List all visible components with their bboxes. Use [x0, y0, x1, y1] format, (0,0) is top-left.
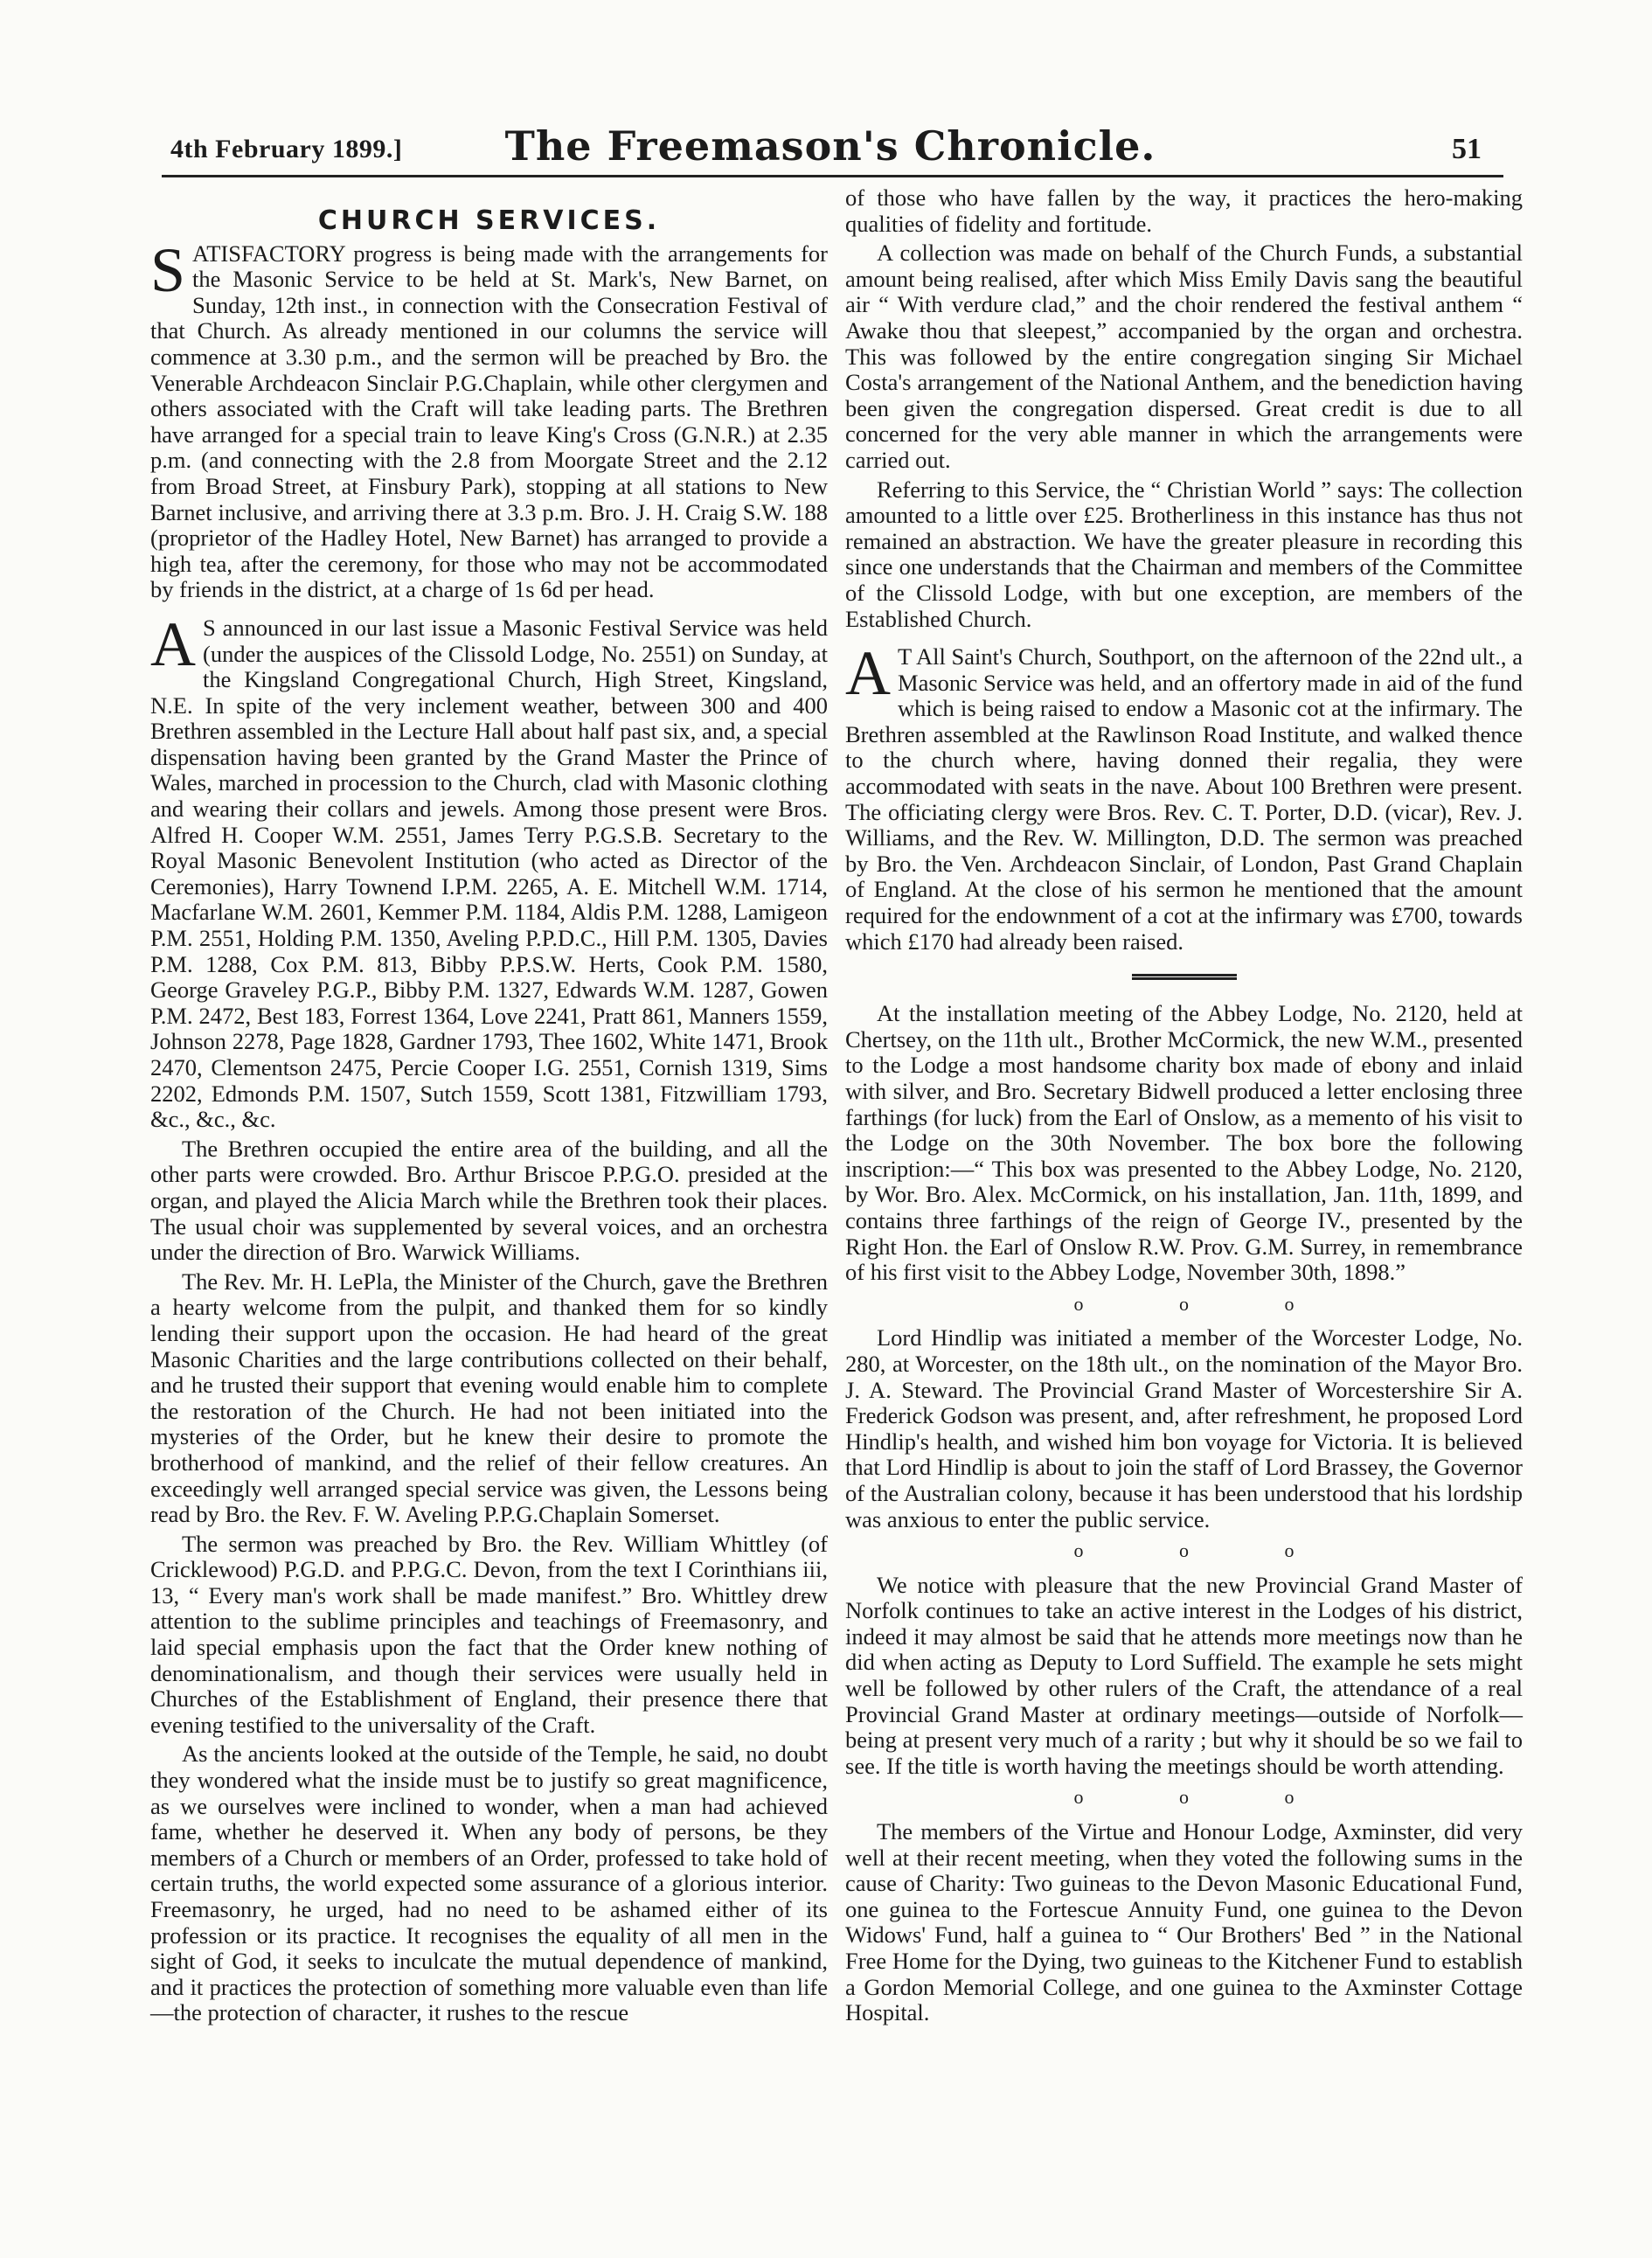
paragraph-virtue-honour: The members of the Virtue and Honour Lodge, Axminster, did very well at their recent meeting, when they voted the following sums in the cause of Charity: Two guineas to the Devon Masonic Educational Fund, one guinea to the Fortescue Annuity Fund, one guinea to the Devon Widows' Fund, half a guinea to “ Our Brothers' Bed ” in the National Free Home for the Dying, two guineas to the Kitchener Fund to establish a Gordon Memorial College, and one guinea to the Axminster Cottage Hospital. [845, 1818, 1523, 2026]
left-column [150, 185, 828, 2030]
paragraph-text: S announced in our last issue a Masonic Festival Service was held (under the auspices of the Clissold Lodge, No. 2551) on Sunday, at the Kingsland Congregational Church, High Street, Kingsland, N.E. In spite of the very inclement weather, between 300 and 400 Brethren assembled in the Lecture Hall about half past six, and, a special dispensation having been granted by the Grand Master the Prince of Wales, marched in procession to the Church, clad with Masonic clothing and wearing their collars and jewels. Among those present were Bros. Alfred H. Cooper W.M. 2551, James Terry P.G.S.B. Secretary to the Royal Masonic Benevolent Institution (who acted as Director of the Ceremonies), Harry Townend I.P.M. 2265, A. E. Mitchell W.M. 1714, Macfarlane W.M. 2601, Kemmer P.M. 1184, Aldis P.M. 1288, Lamigeon P.M. 2551, Holding P.M. 1350, Aveling P.P.D.C., Hill P.M. 1305, Davies P.M. 1288, Cox P.M. 813, Bibby P.P.S.W. Herts, Cook P.M. 1580, George Graveley P.G.P., Bibby P.M. 1327, Edwards W.M. 1287, Gowen P.M. 2472, Best 183, Forrest 1364, Love 2241, Pratt 861, Manners 1559, Johnson 2278, Page 1828, Gardner 1793, Thee 1602, White 1471, Brook 2470, Clementson 2475, Percie Cooper I.G. 2551, Cornish 1319, Sims 2202, Edmonds P.M. 1507, Sutch 1559, Scott 1381, Fitzwilliam 1793, &c., &c., &c. [150, 614, 828, 1133]
publication-title: The Freemason's Chronicle. [504, 122, 1156, 170]
paragraph-new-barnet [150, 234, 828, 603]
drop-cap: A [845, 638, 891, 709]
ornament-separator: o o o [1073, 1292, 1340, 1315]
paragraph-text: T All Saint's Church, Southport, on the afternoon of the 22nd ult., a Masonic Service was held, and an offertory made in aid of the fund which is being raised to endow a Masonic cot at the infirmary. The Brethren assembled at the Rawlinson Road Institute, and walked thence to the church where, having donned their regalia, they were accommodated with seats in the nave. About 100 Brethren were present. The officiating clergy were Bros. Rev. C. T. Porter, D.D. (vicar), Rev. J. Williams, and the Rev. W. Millington, D.D. The sermon was preached by Bro. the Ven. Archdeacon Sinclair, of London, Past Grand Chaplain of England. At the close of his sermon he mentioned that the amount required for the endownment of a cot at the infirmary was £700, towards which £170 had already been raised. [845, 643, 1523, 955]
drop-cap: A [150, 608, 196, 679]
paragraph-continued: of those who have fallen by the way, it practices the hero-making qualities of fidelity and fortitude. [845, 184, 1523, 237]
issue-date: 4th February 1899.] [170, 135, 403, 163]
paragraph-minister: The Rev. Mr. H. LePla, the Minister of the Church, gave the Brethren a hearty welcome from the pulpit, and thanked them for so kindly lending their support upon the occasion. He had heard of the great Masonic Charities and the large contributions collected on their behalf, and he trusted their support that evening would enable him to complete the restoration of the Church. He had not been initiated into the mysteries of the Order, but he knew their desire to promote the brotherhood of mankind, and the relief of their fellow creatures. An exceedingly well arranged special service was given, the Lessons being read by Bro. the Rev. F. W. Aveling P.P.G.Chaplain Somerset. [150, 1268, 828, 1528]
right-column [845, 185, 1523, 2030]
paragraph-christian-world: Referring to this Service, the “ Christian World ” says: The collection amounted to a little over £25. Brotherliness in this instance has thus not remained an abstraction. We have the greater pleasure in recording this since one understands that the Chairman and members of the Committee of the Clissold Lodge, with but one exception, are members of the Established Church. [845, 476, 1523, 632]
section-divider [1132, 974, 1237, 980]
ornament-separator: o o o [1073, 1786, 1340, 1809]
paragraph-text: ATISFACTORY progress is being made with the arrangements for the Masonic Service to be held at St. Mark's, New Barnet, on Sunday, 12th inst., in connection with the Consecration Festival of that Church. As already mentioned in our columns the service will commence at 3.30 p.m., and the sermon will be preached by Bro. the Venerable Archdeacon Sinclair P.G.Chaplain, while other clergymen and others associated with the Craft will take leading parts. The Brethren have arranged for a special train to leave King's Cross (G.N.R.) at 2.35 p.m. (and connecting with the 2.8 from Moorgate Street and the 2.12 from Broad Street, at Finsbury Park), stopping at all stations to New Barnet inclusive, and arriving there at 3.3 p.m. Bro. J. H. Craig S.W. 188 (proprietor of the Hadley Hotel, New Barnet) has arranged to provide a high tea, after the ceremony, for those who may not be accommodated by friends in the district, at a charge of 1s 6d per head. [150, 240, 828, 603]
page-header [162, 122, 1499, 175]
paragraph-brethren: The Brethren occupied the entire area of the building, and all the other parts were crowded. Bro. Arthur Briscoe P.P.G.O. presided at the organ, and played the Alicia March while the Brethren took their places. The usual choir was supplemented by several voices, and an orchestra under the direction of Bro. Warwick Williams. [150, 1135, 828, 1266]
article-heading: CHURCH SERVICES. [317, 205, 661, 236]
paragraph-southport [845, 638, 1523, 955]
paragraph-sermon: The sermon was preached by Bro. the Rev. William Whittley (of Cricklewood) P.G.D. and P.P.G.C. Devon, from the text I Corinthians iii, 13, “ Every man's work shall be made manifest.” Bro. Whittley drew attention to the sublime principles and teachings of Freemasonry, and laid special emphasis upon the fact that the Order knew nothing of denominationalism, and though their services were usually held in Churches of the Establishment of England, their presence there that evening testified to the universality of the Craft. [150, 1530, 828, 1738]
paragraph-norfolk: We notice with pleasure that the new Provincial Grand Master of Norfolk continues to take an active interest in the Lodges of his district, indeed it may almost be said that he attends more meetings now than he did when acting as Deputy to Lord Suffield. The example he sets might well be followed by other rulers of the Craft, the attendance of a real Provincial Grand Master at ordinary meetings—outside of Norfolk—being at present very much of a rarity ; but why it should be so we fail to see. If the title is worth having the meetings should be worth attending. [845, 1571, 1523, 1779]
paragraph-collection: A collection was made on behalf of the Church Funds, a substantial amount being realised, after which Miss Emily Davis sang the beautiful air “ With verdure clad,” and the choir rendered the festival anthem “ Awake thou that sleepest,” accompanied by the organ and orchestra. This was followed by the entire congregation singing Sir Michael Costa's arrangement of the National Anthem, and the benediction having been given the congregation dispersed. Great credit is due to all concerned for the very able manner in which the arrangements were carried out. [845, 240, 1523, 473]
paragraph-ancients: As the ancients looked at the outside of the Temple, he said, no doubt they wondered what the inside must be to justify so great magnificence, as we ourselves were inclined to wonder, when a man had achieved fame, whether he deserved it. When any body of persons, be they members of a Church or members of an Order, professed to take hold of certain truths, the world expected some assurance of a glorious interior. Freemasonry, he urged, had no need to be ashamed either of its profession or its practice. It recognises the equality of all men in the sight of God, it seeks to inculcate the mutual dependence of mankind, and it practices the protection of something more valuable even than life—the protection of character, it rushes to the rescue [150, 1740, 828, 2026]
header-rule [162, 175, 1503, 177]
page-number: 51 [1452, 133, 1482, 165]
ornament-separator: o o o [1073, 1539, 1340, 1562]
paragraph-kingsland [150, 608, 828, 1133]
paragraph-lord-hindlip: Lord Hindlip was initiated a member of the Worcester Lodge, No. 280, at Worcester, on the 18th ult., on the nomination of the Mayor Bro. J. A. Steward. The Provincial Grand Master of Worcestershire Sir A. Frederick Godson was present, and, after refreshment, he proposed Lord Hindlip's health, and wished him bon voyage for Victoria. It is believed that Lord Hindlip is about to join the staff of Lord Brassey, the Governor of the Australian colony, because it has been understood that his lordship was anxious to enter the public service. [845, 1324, 1523, 1532]
drop-cap: S [150, 234, 186, 305]
paragraph-abbey-lodge: At the installation meeting of the Abbey Lodge, No. 2120, held at Chertsey, on the 11th ult., Brother McCormick, the new W.M., presented to the Lodge a most handsome charity box made of ebony and inlaid with silver, and Bro. Secretary Bidwell produced a letter enclosing three farthings (for luck) from the Earl of Onslow, as a memento of his visit to the Lodge on the 30th November. The box bore the following inscription:—“ This box was presented to the Abbey Lodge, No. 2120, by Wor. Bro. Alex. McCormick, on his installation, Jan. 11th, 1899, and contains three farthings of the reign of George IV., presented by the Right Hon. the Earl of Onslow R.W. Prov. G.M. Surrey, in remembrance of his first visit to the Abbey Lodge, November 30th, 1898.” [845, 1000, 1523, 1286]
